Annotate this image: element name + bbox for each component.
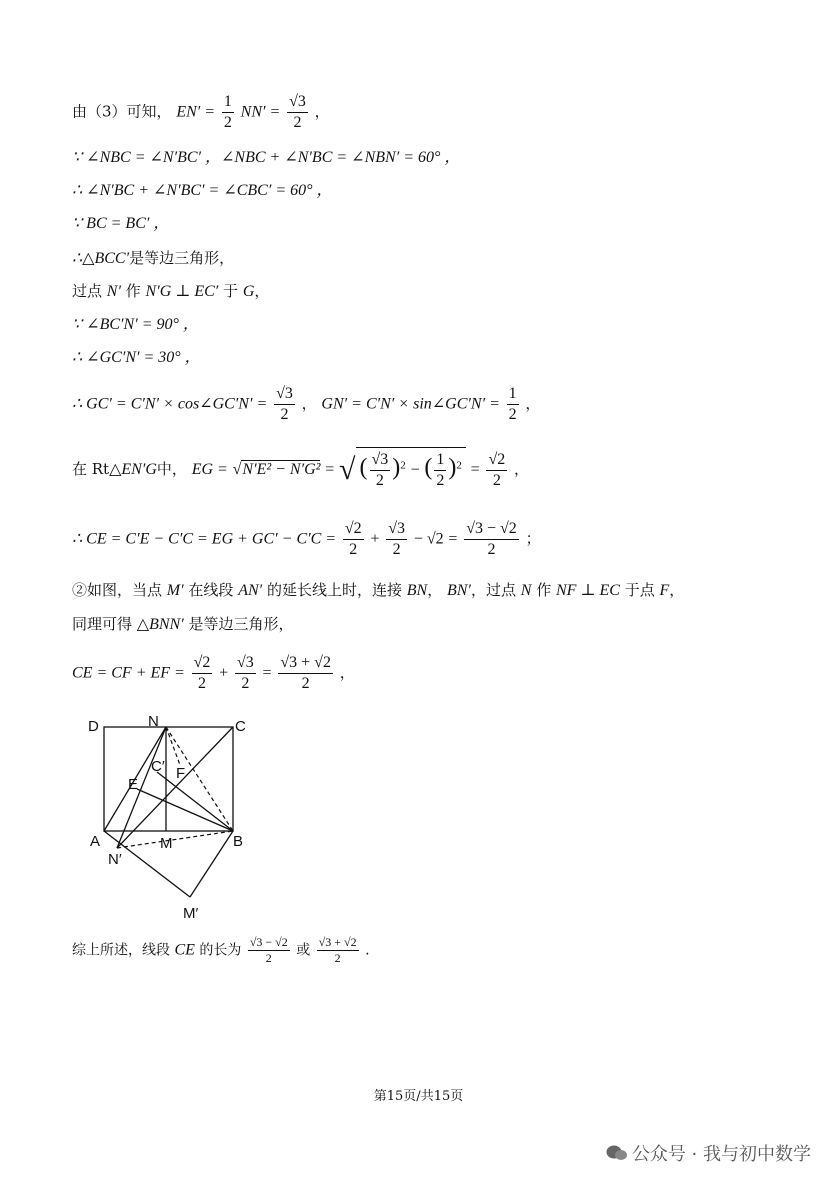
label-c: C	[235, 718, 246, 735]
numerator: √3	[287, 92, 308, 113]
text: 的延长线上时，连接	[266, 581, 402, 599]
math-expr: ∴△BCC′	[72, 250, 130, 267]
math-expr: NN′ =	[240, 103, 281, 121]
denominator: 2	[280, 406, 289, 423]
math-expr: ∴ CE = C′E − C′C = EG + GC′ − C′C =	[72, 530, 337, 548]
text: 作	[536, 581, 552, 599]
punct: ，	[669, 581, 685, 599]
math-expr: △EN′G	[109, 461, 157, 478]
fraction	[287, 92, 308, 133]
paren: (	[424, 454, 433, 481]
math-expr: EN′ =	[176, 103, 216, 121]
numerator: √3	[274, 384, 295, 405]
numerator: 1	[507, 384, 519, 405]
punct: ，	[339, 663, 355, 682]
math-expr: G	[242, 283, 255, 300]
line-12	[72, 580, 684, 601]
page-footer: 第15页/共15页	[373, 1089, 464, 1104]
text: 于	[223, 282, 239, 300]
math-expr: N′G ⊥ EC′	[145, 283, 219, 300]
equals: =	[470, 461, 480, 478]
fraction	[434, 450, 446, 491]
equals: =	[448, 530, 458, 548]
fraction	[343, 519, 364, 560]
punct: ，	[514, 460, 530, 478]
geometry-figure	[80, 705, 260, 930]
line-2: ∵ ∠NBC = ∠N′BC′ ，∠NBC + ∠N′BC = ∠NBN′ = 60° ，	[72, 149, 461, 166]
text: 过点	[72, 282, 103, 300]
label-m-prime: M′	[183, 905, 199, 922]
denominator: 2	[492, 471, 501, 489]
math-expr: CE	[174, 941, 195, 959]
line-5	[72, 248, 234, 269]
text: 中，	[156, 460, 187, 478]
numerator: √2	[486, 450, 507, 471]
numerator: √3 + √2	[278, 653, 333, 674]
denominator: 2	[508, 406, 517, 423]
line-6	[72, 281, 269, 302]
numerator: √3 − √2	[249, 935, 288, 949]
fraction	[192, 653, 213, 694]
sqrt-sign: √	[232, 461, 242, 478]
fraction	[278, 653, 333, 694]
numerator: √3	[370, 450, 391, 471]
numerator: √2	[343, 519, 364, 540]
wechat-icon	[606, 1144, 626, 1162]
equals: =	[262, 664, 272, 682]
math-expr: M′	[166, 582, 184, 599]
text: 综上所述，线段	[72, 942, 170, 959]
label-a: A	[90, 833, 101, 850]
numerator: √3 − √2	[464, 519, 519, 540]
text: 作	[125, 282, 141, 300]
line-4: ∵ BC = BC′ ，	[72, 215, 170, 232]
denominator: 2	[334, 951, 341, 965]
numerator: 1	[434, 450, 446, 471]
denominator: 2	[241, 675, 250, 692]
paren: (	[359, 454, 368, 481]
line-9	[72, 384, 540, 425]
line-11	[72, 519, 541, 560]
text: 同理可得	[72, 615, 133, 633]
math-expr: △BNN′	[136, 616, 184, 633]
math-expr: NF ⊥ EC	[555, 582, 620, 599]
numerator: √2	[192, 653, 213, 674]
label-d: D	[88, 718, 99, 735]
denominator: 2	[487, 541, 496, 558]
denominator: 2	[301, 675, 310, 692]
text: 的长为	[199, 942, 242, 959]
denominator: 2	[265, 951, 272, 965]
radicand: N′E² − N′G²	[242, 461, 321, 478]
label-b: B	[233, 833, 244, 850]
segment-nn-prime	[117, 727, 166, 848]
watermark-text: 公众号 · 我与初中数学	[631, 1144, 811, 1165]
numerator: √3	[235, 653, 256, 674]
label-m: M	[160, 835, 173, 852]
text: 由（3）可知，	[72, 102, 172, 121]
paren: )	[392, 454, 401, 481]
denominator: 2	[392, 541, 401, 558]
line-8: ∴ ∠GC′N′ = 30° ，	[72, 349, 201, 366]
denominator: 2	[223, 114, 232, 131]
line-3: ∴ ∠N′BC + ∠N′BC′ = ∠CBC′ = 60° ，	[72, 182, 333, 199]
text: 是等边三角形，	[188, 615, 294, 633]
segment-n-prime-b-dashed	[117, 831, 233, 848]
sqrt-sign-large: √	[339, 453, 356, 486]
text: ②如图，当点	[72, 581, 163, 599]
minus: −	[410, 461, 420, 479]
line-1	[72, 92, 330, 133]
math-expr: BN′	[446, 582, 471, 599]
plus: +	[370, 530, 380, 548]
math-expr: CE = CF + EF =	[72, 664, 185, 682]
label-n-prime: N′	[108, 851, 122, 868]
label-e: E	[128, 776, 139, 793]
punct: ；	[525, 529, 541, 548]
fraction	[486, 450, 507, 491]
text: ，过点	[470, 581, 516, 599]
fraction	[248, 935, 290, 966]
math-expr: F	[659, 582, 670, 599]
denominator: 2	[349, 541, 358, 558]
line-15	[72, 935, 370, 966]
segment-c-prime-b	[157, 772, 233, 831]
line-14	[72, 653, 355, 694]
math-expr: GN′ = C′N′ × sin∠GC′N′ =	[321, 395, 500, 413]
punct: ，	[525, 394, 541, 413]
paren: )	[448, 454, 457, 481]
label-n: N	[148, 713, 159, 730]
text: 是等边三角形，	[129, 249, 235, 267]
math-expr: EG =	[191, 461, 228, 478]
punct: ，	[301, 394, 317, 413]
fraction	[386, 519, 407, 560]
line-13	[72, 614, 294, 635]
text: 在线段	[188, 581, 234, 599]
denominator: 2	[198, 675, 206, 692]
denominator: 2	[375, 472, 384, 489]
text: 或	[296, 942, 311, 959]
fraction	[317, 935, 359, 966]
math-expr: N′	[106, 283, 121, 300]
numerator: 1	[222, 92, 234, 113]
watermark	[606, 1140, 811, 1166]
minus-sqrt2: − √2	[413, 530, 444, 548]
line-7: ∵ ∠BC′N′ = 90° ，	[72, 316, 199, 333]
line-10	[72, 447, 529, 493]
math-expr: AN′	[238, 582, 263, 599]
denominator: 2	[293, 114, 302, 131]
fraction	[222, 92, 234, 133]
plus: +	[219, 664, 229, 682]
punct: ，	[314, 102, 330, 121]
punct: ，	[427, 581, 443, 599]
fraction	[235, 653, 256, 694]
fraction	[507, 384, 519, 425]
fraction	[274, 384, 295, 425]
fraction	[464, 519, 519, 560]
punct: ，	[254, 282, 270, 300]
fraction	[370, 450, 391, 491]
numerator: √3	[386, 519, 407, 540]
label-c-prime: C′	[151, 758, 165, 775]
math-expr: BN	[406, 582, 428, 599]
equals: =	[325, 461, 335, 478]
text: 于点	[624, 581, 655, 599]
denominator: 2	[436, 472, 445, 489]
text: 在 Rt	[72, 460, 110, 478]
radicand-box	[356, 447, 466, 493]
exponent: 2	[456, 459, 462, 472]
math-expr: ∴ GC′ = C′N′ × cos∠GC′N′ =	[72, 395, 268, 413]
numerator: √3 + √2	[318, 935, 357, 949]
punct: .	[365, 942, 370, 959]
segment-m-prime-b	[190, 831, 233, 897]
math-expr: N	[520, 582, 532, 599]
segment-eb	[137, 789, 233, 831]
exponent: 2	[400, 459, 406, 472]
label-f: F	[176, 765, 186, 782]
